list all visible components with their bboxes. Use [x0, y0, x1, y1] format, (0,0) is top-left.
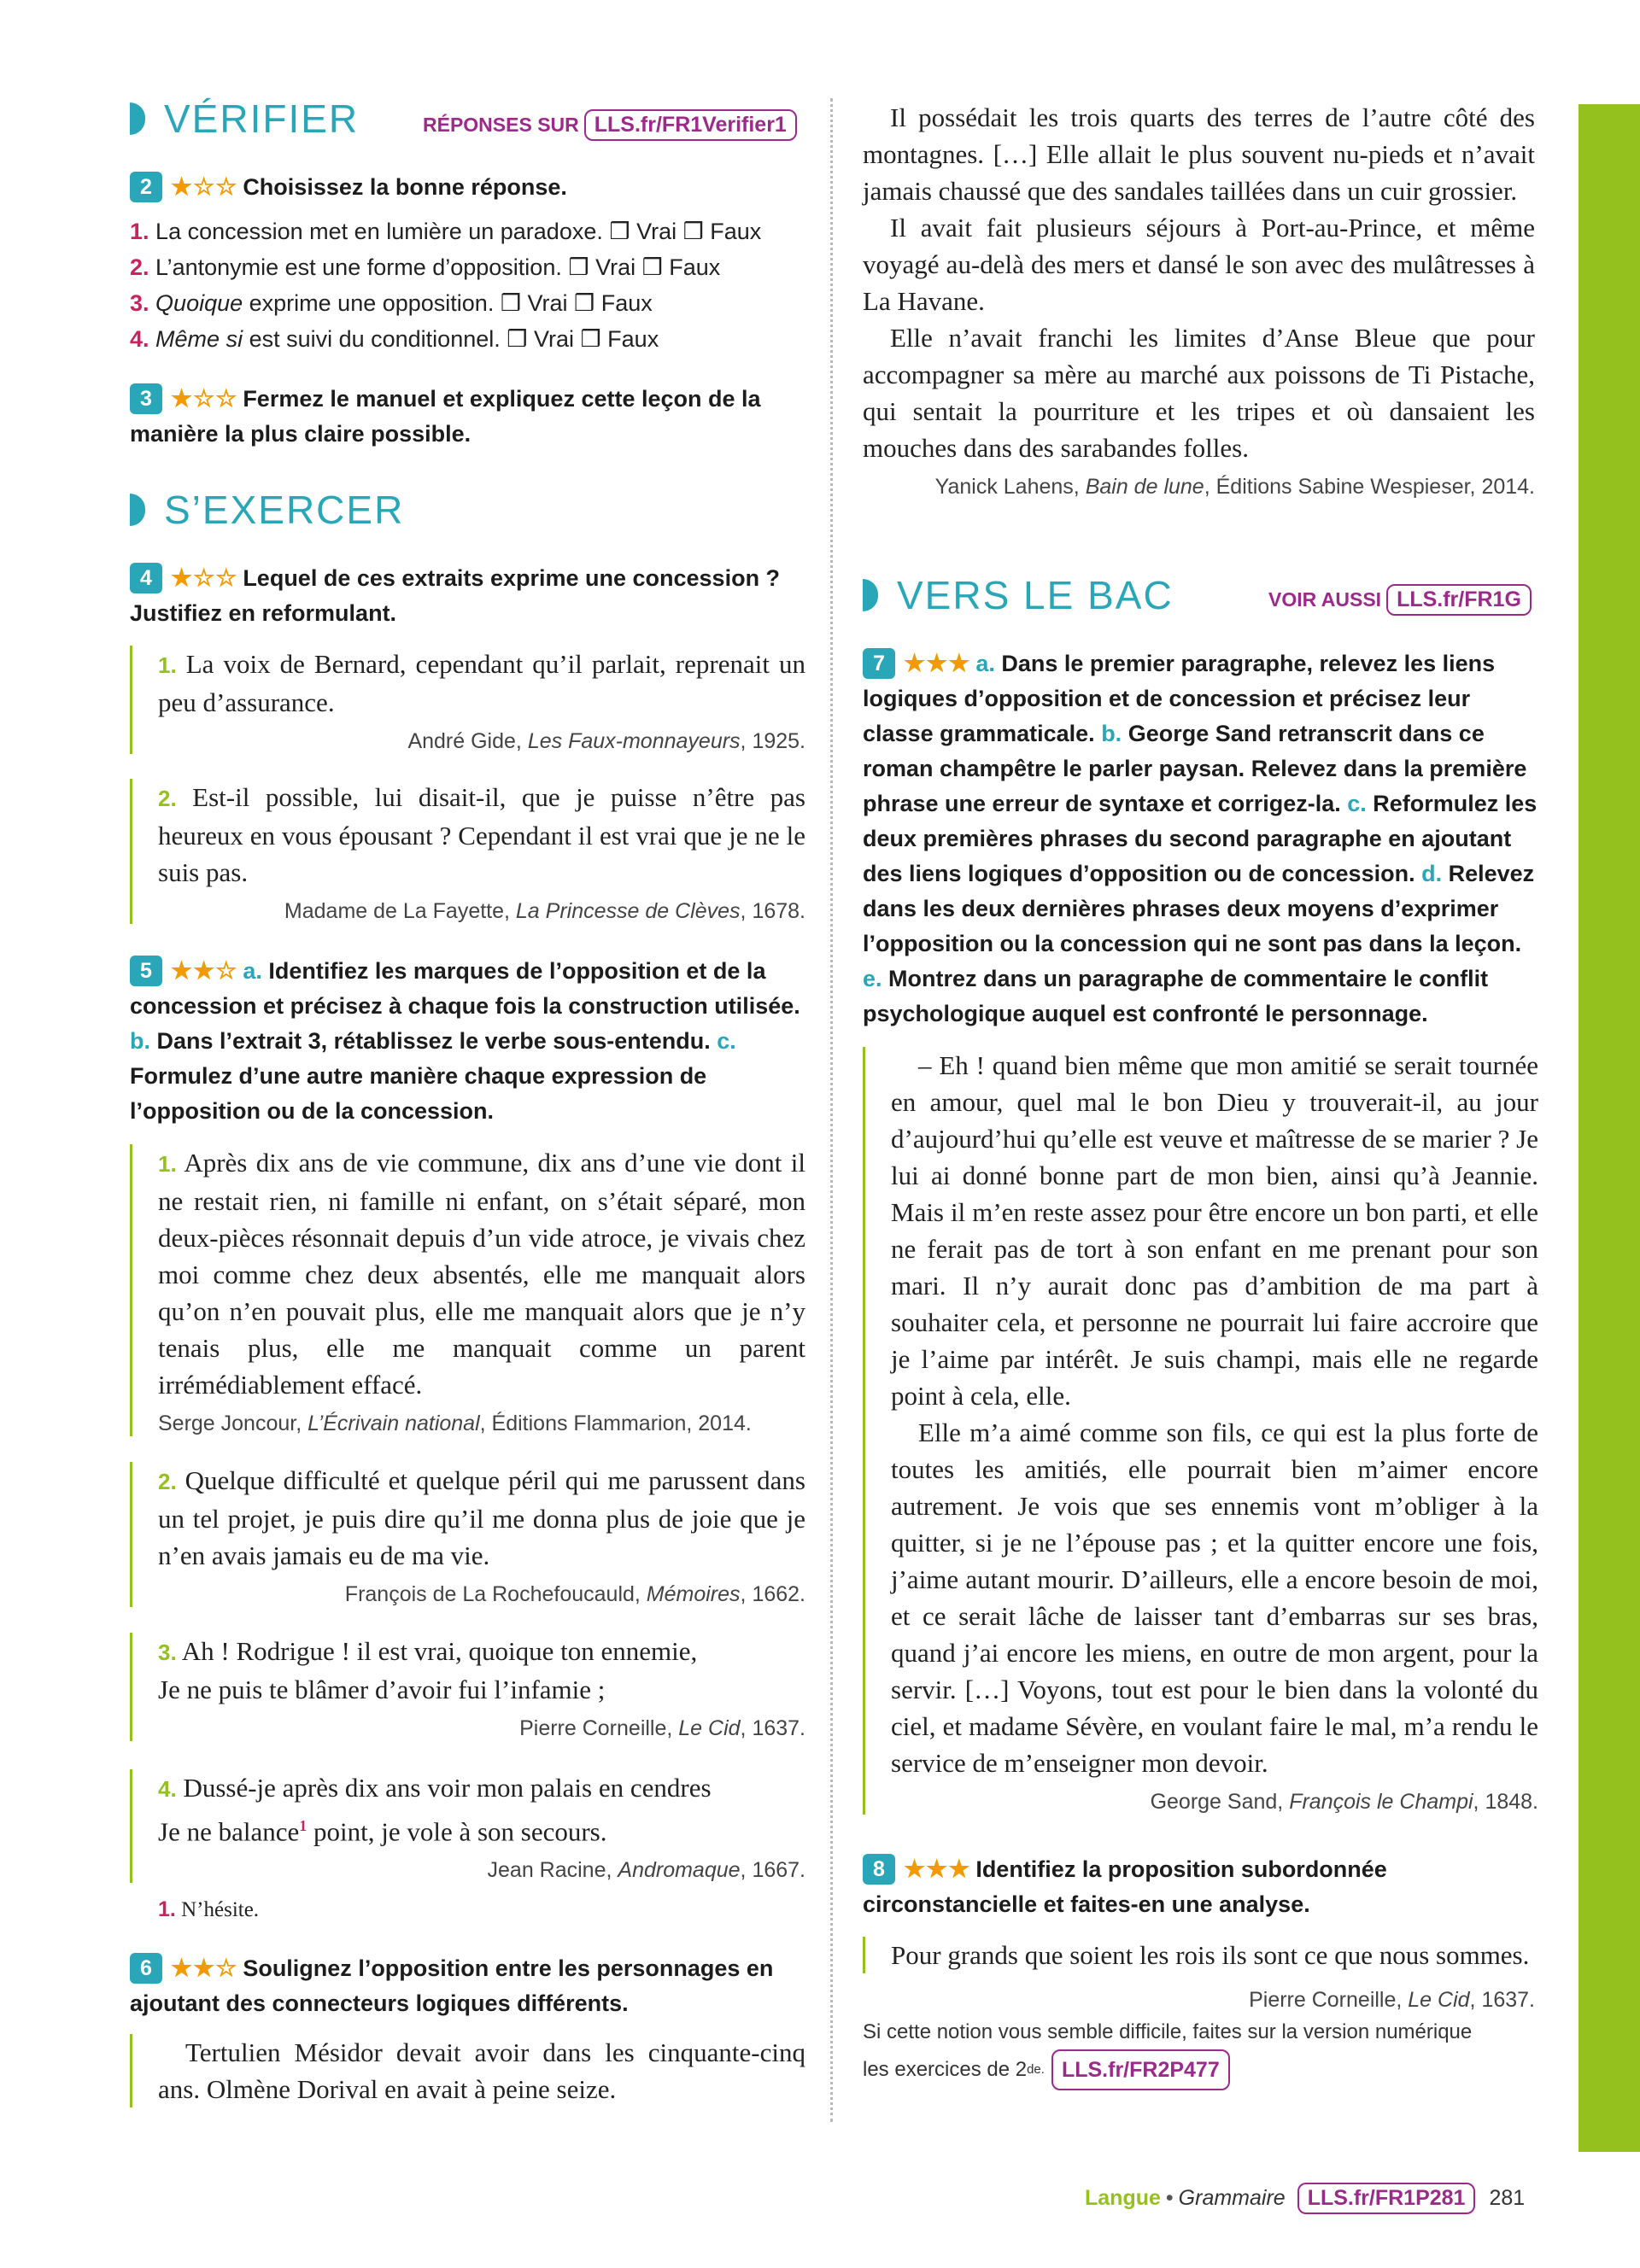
exercise-4-quote-2: 2. Est-il possible, lui disait-il, que je puisse n’être pas heureux en vous épousant ? Cependant il est vrai que je ne le suis pas. Madame de La Fayette, La Princesse de Clèves, 1678.: [130, 779, 805, 924]
exercise-6-header: 6 ★★☆ Soulignez l’opposition entre les personnages en ajoutant des connecteurs logiques différents.: [130, 1950, 805, 2021]
page-edge-tab: [1578, 104, 1640, 2152]
bac-see-also-link[interactable]: VOIR AUSSI LLS.fr/FR1G: [1268, 584, 1532, 616]
footer-section: Langue: [1085, 2186, 1161, 2210]
bac-link[interactable]: LLS.fr/FR1G: [1386, 584, 1532, 616]
exercise-2-list: [130, 213, 805, 357]
verifier-heading: [130, 96, 359, 142]
list-item: 4. Même si est suivi du conditionnel. ❒ Vrai ❒ Faux: [130, 326, 659, 352]
page-number: 281: [1489, 2186, 1526, 2210]
difficulty-stars-icon: ★★☆: [171, 957, 238, 984]
bac-heading: [863, 572, 1174, 618]
verifier-answers-link[interactable]: RÉPONSES SUR LLS.fr/FR1Verifier1: [423, 109, 797, 141]
true-false-checkboxes[interactable]: ❒ Vrai ❒ Faux: [500, 290, 653, 316]
list-item: 2. L’antonymie est une forme d’opposition. ❒ Vrai ❒ Faux: [130, 254, 721, 280]
verifier-title: VÉRIFIER: [164, 96, 360, 141]
column-divider: [830, 98, 833, 2122]
exercise-5-quote-4: 4. Dussé-je après dix ans voir mon palais en cendres Je ne balance$^1$ point, je vole à son secours. Jean Racine, Andromaque, 1667.: [130, 1769, 805, 1883]
exercise-5-quote-3: 3. Ah ! Rodrigue ! il est vrai, quoique ton ennemie, Je ne puis te blâmer d’avoir fui l’infamie ; Pierre Corneille, Le Cid, 1637.: [130, 1633, 805, 1741]
exercer-heading: [130, 487, 404, 533]
exercise-8-quote: Pour grands que soient les rois ils sont ce que nous sommes.: [863, 1937, 1538, 1973]
difficulty-stars-icon: ★☆☆: [171, 385, 238, 412]
section-marker-icon: [863, 579, 878, 611]
exercer-title: S’EXERCER: [164, 488, 405, 532]
help-link[interactable]: LLS.fr/FR2P477: [1051, 2049, 1230, 2090]
footer-link[interactable]: LLS.fr/FR1P281: [1297, 2183, 1476, 2214]
difficulty-stars-icon: ★★★: [904, 1856, 971, 1882]
exercise-7-header: 7 ★★★ a. Dans le premier paragraphe, relevez les liens logiques d’opposition et de concession et précisez leur classe grammaticale. b. George Sand retranscrit dans ce roman champêtre le parler paysan. Relevez dans la première phrase une erreur de syntaxe et corrigez-la. c. Reformulez les deux premières phrases du second paragraphe en ajoutant des liens logiques d’opposition ou de concession. d. Relevez dans les deux dernières phrases deux moyens d’exprimer l’opposition ou la concession qui ne sont pas dans la leçon. e. Montrez dans un paragraphe de commentaire le conflit psychologique auquel est confronté le personnage.: [863, 646, 1538, 1032]
exercise-8-header: 8 ★★★ Identifiez la proposition subordonnée circonstancielle et faites-en une analyse.: [863, 1851, 1538, 1922]
list-item: 3. Quoique exprime une opposition. ❒ Vrai ❒ Faux: [130, 290, 653, 316]
exercise-5-header: 5 ★★☆ a. Identifiez les marques de l’opposition et de la concession et précisez à chaque fois la construction utilisée. b. Dans l’extrait 3, rétablissez le verbe sous-entendu. c. Formulez d’une autre manière chaque expression de l’opposition ou de la concession.: [130, 953, 805, 1129]
section-marker-icon: [130, 102, 145, 135]
footnote: 1. N’hésite.: [158, 1897, 260, 1921]
exercise-8-source: Pierre Corneille, Le Cid, 1637.: [1249, 1988, 1535, 2012]
exercise-2-header: 2 ★☆☆ Choisissez la bonne réponse.: [130, 169, 805, 205]
help-note: Si cette notion vous semble difficile, faites sur la version numérique les exercices de 2 de. LLS.fr/FR2P477: [863, 2015, 1535, 2090]
exercise-number: 2: [130, 172, 162, 202]
difficulty-stars-icon: ★★☆: [171, 1955, 238, 1981]
exercise-5-quote-2: 2. Quelque difficulté et quelque péril qui me parussent dans un tel projet, je puis dire qu’il me donna plus de joie que je n’en avais jamais eu de ma vie. François de La Rochefoucauld, Mémoires, 1662.: [130, 1462, 805, 1607]
exercise-3-header: 3 ★☆☆ Fermez le manuel et expliquez cette leçon de la manière la plus claire possible.: [130, 381, 805, 452]
exercise-4-quote-1: 1. La voix de Bernard, cependant qu’il parlait, reprenait un peu d’assurance. André Gide, Les Faux-monnayeurs, 1925.: [130, 646, 805, 754]
exercise-6-quote: Tertulien Mésidor devait avoir dans les cinquante-cinq ans. Olmène Dorival en avait à peine seize.: [130, 2034, 805, 2107]
bac-title: VERS LE BAC: [897, 573, 1174, 617]
difficulty-stars-icon: ★☆☆: [171, 564, 238, 591]
footer-subsection: Grammaire: [1178, 2186, 1286, 2210]
difficulty-stars-icon: ★★★: [904, 650, 971, 676]
exercise-4-header: 4 ★☆☆ Lequel de ces extraits exprime une concession ? Justifiez en reformulant.: [130, 560, 805, 631]
list-item: 1. La concession met en lumière un paradoxe. ❒ Vrai ❒ Faux: [130, 219, 762, 244]
verifier-link[interactable]: LLS.fr/FR1Verifier1: [584, 109, 797, 141]
exercise-7-quote: – Eh ! quand bien même que mon amitié se serait tournée en amour, quel mal le bon Dieu y trouverait-il, au jour d’aujourd’hui qu’elle est veuve et maîtresse de se marier ? Je lui ai donné bonne part de mon bien, ainsi qu’à Jeannie. Mais il m’en reste assez pour être encore un bon parti, et elle ne ferait pas de tort à son enfant en me prenant pour son mari. Il n’y aurait donc pas d’ambition de ma part à souhaiter cela, et personne ne pourrait lui faire accroire que je l’aime par intérêt. Je suis champi, mais elle ne regarde point à cela, elle. Elle m’a aimé comme son fils, ce qui est la plus forte de toutes les amitiés, elle pourrait bien m’aimer encore autrement. Je vois que ses ennemis vont m’obliger à la quitter, si je ne l’épouse pas ; et la quitter encore une fois, j’aime autant mourir. D’ailleurs, elle a encore besoin de moi, et ce serait lâche de laisser tant d’embarras sur ses bras, quand j’ai encore les miens, en outre de mon argent, pour la servir. […] Voyons, tout est pour le bien dans la volonté du ciel, et madame Sévère, en voulant faire le mal, m’a rendu le service de m’enseigner mon devoir. George Sand, François le Champi, 1848.: [863, 1047, 1538, 1815]
true-false-checkboxes[interactable]: ❒ Vrai ❒ Faux: [568, 254, 721, 280]
true-false-checkboxes[interactable]: ❒ Vrai ❒ Faux: [507, 326, 659, 352]
section-marker-icon: [130, 494, 145, 526]
exercise-5-quote-1: 1. Après dix ans de vie commune, dix ans d’une vie dont il ne restait rien, ni famille ni enfant, on s’était séparé, mon deux-pièces résonnait depuis d’un vide atroce, je vivais chez moi comme chez deux absentés, elle me manquait alors qu’on n’en pouvait plus, elle me manquait alors que je n’y tenais plus, elle me manquait comme un parent irrémédiablement effacé. Serge Joncour, L’Écrivain national, Éditions Flammarion, 2014.: [130, 1144, 805, 1436]
difficulty-stars-icon: ★☆☆: [171, 173, 238, 200]
right-top-quote: Il possédait les trois quarts des terres de l’autre côté des montagnes. […] Elle allait le plus souvent nu-pieds et n’avait jamais chaussé que des sandales taillées dans un cuir grossier. Il avait fait plusieurs séjours à Port-au-Prince, et même voyagé au-delà des mers et dansé le son avec des mulâtresses à La Havane. Elle n’avait franchi les limites d’Anse Bleue que pour accompagner sa mère au marché aux poissons de Ti Pistache, qui sentait la pourriture et les tripes et où dansaient les mouches dans des sarabandes folles. Yanick Lahens, Bain de lune, Éditions Sabine Wespieser, 2014.: [863, 102, 1535, 499]
true-false-checkboxes[interactable]: ❒ Vrai ❒ Faux: [609, 219, 762, 244]
page-footer: Langue • Grammaire LLS.fr/FR1P281 281: [1085, 2183, 1525, 2214]
